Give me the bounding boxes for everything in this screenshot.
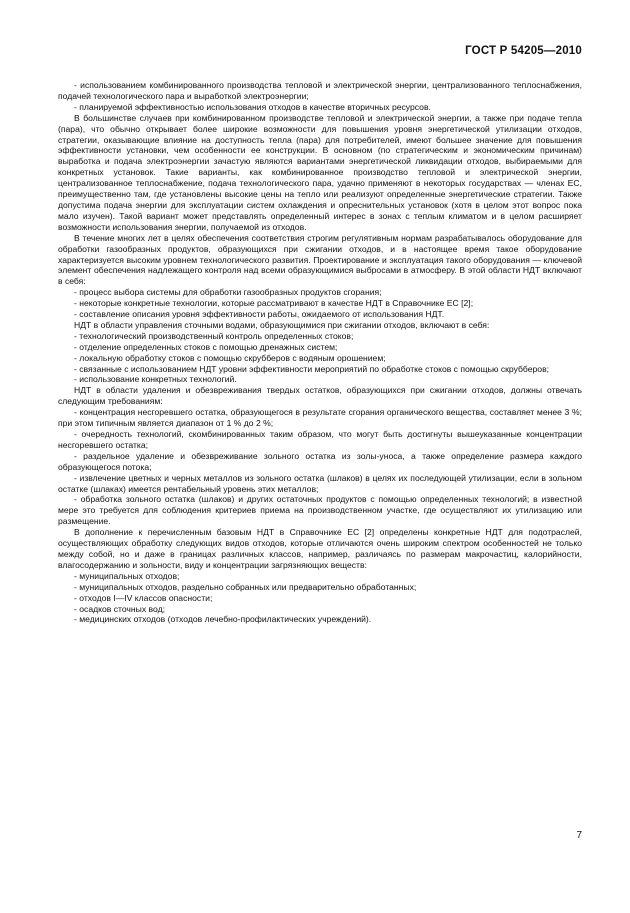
list-item: - технологический производственный контроль определенных стоков;: [74, 330, 354, 341]
list-item: - муниципальных отходов;: [74, 570, 180, 581]
paragraph: - использованием комбинированного производства тепловой и электрической энергии, централизованного теплоснабжения, подачей технологического пара и выработкой электроэнергии;: [58, 80, 582, 101]
paragraph: В большинстве случаев при комбинированном производстве тепловой и электрической энергии, а также при подаче тепла (пара), что обычно открывает более широкие возможности для повышения уровня энергетической утилизации отходов, стратегии, оказывающие влияние на доступность тепла (пара) для потребителей, имеют большее значение для повышения эффективности установки, чем особенности ее конструкции. В основном (по стратегическим и экономическим причинам) выработка и подача электроэнергии зачастую являются вариантами энергетической ликвидации отходов, выбираемыми для конкретных установок. Такие варианты, как комбинированное производство тепловой и электрической энергии, централизованное теплоснабжение, подача технологического пара, удачно применяют в некоторых государствах — членах ЕС, преимущественно там, где установлены высокие цены на тепло или реализуют определенные энергетические стратегии. Также допустима подача энергии для эксплуатации систем охлаждения и опреснительных установок (хотя в целом этот вопрос пока мало изучен). Такой вариант может представлять определенный интерес в зонах с теплым климатом и в целом расширяет возможности использования энергии, получаемой из отходов.: [58, 112, 582, 232]
standard-designation: ГОСТ Р 54205—2010: [465, 45, 582, 57]
list-item: - использование конкретных технологий.: [74, 374, 237, 385]
body-text: [58, 80, 582, 625]
list-item: - извлечение цветных и черных металлов из зольного остатка (шлаков) в целях их последующей утилизации, если в зольном остатке (шлаках) имеется рентабельный уровень этих металлов;: [58, 472, 582, 494]
list-item: - медицинских отходов (отходов лечебно-профилактических учреждений).: [74, 614, 372, 625]
list-item: - локальную обработку стоков с помощью скрубберов с водяным орошением;: [74, 352, 386, 363]
list-item: - раздельное удаление и обезвреживание зольного остатка из золы-уноса, а также определение размера каждого образующегося потока;: [58, 450, 582, 472]
paragraph: НДТ в области удаления и обезвреживания твердых остатков, образующихся при сжигании отходов, должны отвечать следующим требованиям:: [58, 385, 582, 407]
paragraph: В дополнение к перечисленным базовым НДТ в Справочнике ЕС [2] определены конкретные НДТ для подотраслей, осуществляющих обработку следующих видов отходов, которые отличаются очень широким спектром особенностей не только между собой, но и даже в границах различных классов, например, различаясь по размерам макрочастиц, калорийности, влагосодержанию и зольности, виду и концентрации загрязняющих веществ:: [58, 527, 582, 570]
list-item: - концентрация несгоревшего остатка, образующегося в результате сгорания органического вещества, составляет менее 3 %; при этом типичным является диапазон от 1 % до 2 %;: [58, 407, 582, 429]
paragraph: НДТ в области управления сточными водами, образующимися при сжигании отходов, включают в себя:: [74, 319, 490, 330]
list-item: - составление описания уровня эффективности работы, ожидаемого от использования НДТ.: [74, 309, 445, 320]
list-item: - процесс выбора системы для обработки газообразных продуктов сгорания;: [74, 287, 382, 298]
paragraph: - планируемой эффективностью использования отходов в качестве вторичных ресурсов.: [74, 101, 431, 112]
list-item: - обработка зольного остатка (шлаков) и других остаточных продуктов с помощью определенных технологий; в известной мере это требуется для соблюдения критериев приема на производственном участке, где осуществляют их утилизацию или размещение.: [58, 494, 582, 527]
list-item: - некоторые конкретные технологии, которые рассматривают в качестве НДТ в Справочнике ЕС [2];: [74, 298, 474, 309]
list-item: - отделение определенных стоков с помощью дренажных систем;: [74, 341, 338, 352]
paragraph: В течение многих лет в целях обеспечения соответствия строгим регулятивным нормам разрабатывалось оборудование для обработки газообразных продуктов, образующихся при сжигании отходов, и в настоящее время такое оборудование характеризуется высоким уровнем технологического развития. Проектирование и эксплуатация такого оборудования — ключевой элемент обеспечения надлежащего контроля над всеми образующимися выбросами в атмосферу. В этой области НДТ включают в себя:: [58, 232, 582, 287]
page-number: 7: [576, 830, 582, 841]
list-item: - отходов I—IV классов опасности;: [74, 592, 213, 603]
list-item: - муниципальных отходов, раздельно собранных или предварительно обработанных;: [74, 581, 417, 592]
list-item: - осадков сточных вод;: [74, 603, 165, 614]
list-item: - связанные с использованием НДТ уровни эффективности мероприятий по обработке стоков с помощью скрубберов;: [74, 363, 550, 374]
list-item: - очередность технологий, скомбинированных таким образом, что могут быть достигнуты вышеуказанные концентрации несгоревшего остатка;: [58, 429, 582, 450]
